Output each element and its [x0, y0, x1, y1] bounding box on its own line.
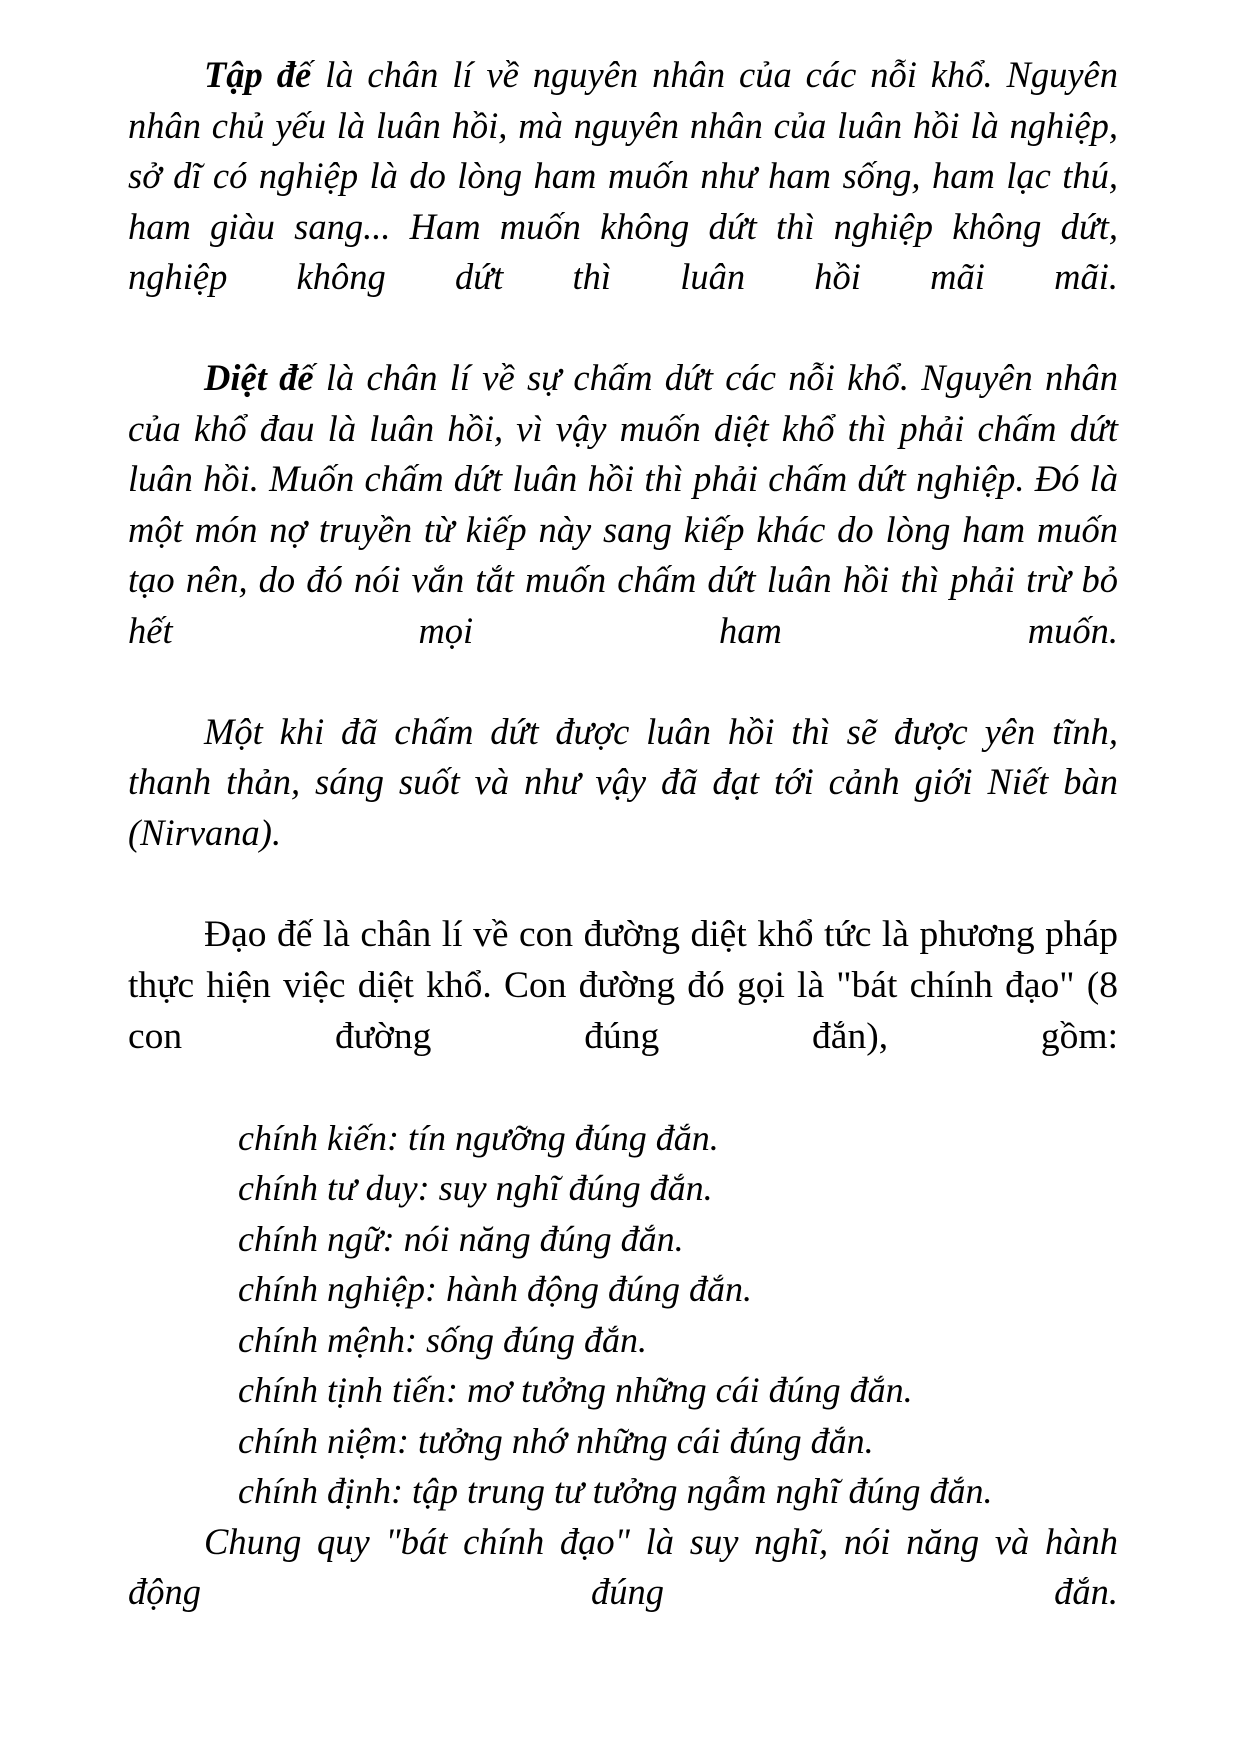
path-item-label: chính tư duy:	[238, 1168, 430, 1208]
list-item	[238, 1214, 1118, 1265]
path-item-label: chính kiến:	[238, 1117, 399, 1158]
path-item-desc: tưởng nhớ những cái đúng đắn.	[408, 1420, 874, 1461]
paragraph-closing-body: Chung quy "bát chính đạo" là suy nghĩ, nói năng và hành động đúng đắn.	[128, 1520, 1118, 1612]
path-item-desc: tín ngưỡng đúng đắn.	[398, 1117, 719, 1158]
paragraph-niet-ban-body: Một khi đã chấm dứt được luân hồi thì sẽ được yên tĩnh, thanh thản, sáng suốt và như vậy đã đạt tới cảnh giới Niết bàn (Nirvana).	[128, 710, 1118, 853]
path-item-desc: tập trung tư tưởng ngẫm nghĩ đúng đắn.	[402, 1471, 993, 1511]
path-item-desc: suy nghĩ đúng đắn.	[429, 1168, 713, 1208]
paragraph-dao-de-body: Đạo đế là chân lí về con đường diệt khổ tức là phương pháp thực hiện việc diệt khổ. Con đường đó gọi là "bát chính đạo" (8 con đường đúng đắn), gồm:	[128, 913, 1118, 1057]
path-item-desc: mơ tưởng những cái đúng đắn.	[457, 1370, 913, 1410]
path-item-label: chính định:	[238, 1471, 403, 1511]
list-item	[238, 1315, 1118, 1366]
list-item	[238, 1163, 1118, 1214]
path-item-label: chính nghiệp:	[238, 1269, 437, 1309]
path-item-desc: hành động đúng đắn.	[436, 1269, 752, 1309]
path-item-desc: nói năng đúng đắn.	[394, 1218, 684, 1259]
list-item	[238, 1264, 1118, 1315]
path-item-label: chính niệm:	[238, 1420, 409, 1461]
list-item	[238, 1416, 1118, 1467]
path-item-label: chính ngữ:	[238, 1218, 395, 1259]
paragraph-niet-ban	[128, 707, 1118, 909]
paragraph-tap-de	[128, 50, 1118, 353]
paragraph-closing	[128, 1517, 1118, 1669]
list-item	[238, 1365, 1118, 1416]
paragraph-tap-de-body: là chân lí về nguyên nhân của các nỗi khổ. Nguyên nhân chủ yếu là luân hồi, mà nguyên nhân của luân hồi là nghiệp, sở dĩ có nghiệp là do lòng ham muốn như ham sống, ham lạc thú, ham giàu sang... Ham muốn không dứt thì nghiệp không dứt, nghiệp không dứt thì luân hồi mãi mãi.	[128, 54, 1118, 297]
paragraph-tap-de-lead: Tập đế	[204, 54, 312, 95]
list-item	[238, 1466, 1118, 1517]
eightfold-path-list	[128, 1113, 1118, 1517]
paragraph-diet-de	[128, 353, 1118, 707]
path-item-label: chính tịnh tiến:	[238, 1370, 458, 1410]
path-item-label: chính mệnh:	[238, 1319, 417, 1360]
list-item	[238, 1113, 1118, 1164]
text-column	[128, 50, 1118, 1668]
paragraph-diet-de-body: là chân lí về sự chấm dứt các nỗi khổ. Nguyên nhân của khổ đau là luân hồi, vì vậy muốn diệt khổ thì phải chấm dứt luân hồi. Muốn chấm dứt luân hồi thì phải chấm dứt nghiệp. Đó là một món nợ truyền từ kiếp này sang kiếp khác do lòng ham muốn tạo nên, do đó nói vắn tắt muốn chấm dứt luân hồi thì phải trừ bỏ hết mọi ham muốn.	[128, 357, 1118, 651]
path-item-desc: sống đúng đắn.	[416, 1319, 647, 1360]
paragraph-diet-de-lead: Diệt đế	[204, 357, 314, 398]
paragraph-dao-de	[128, 909, 1118, 1113]
